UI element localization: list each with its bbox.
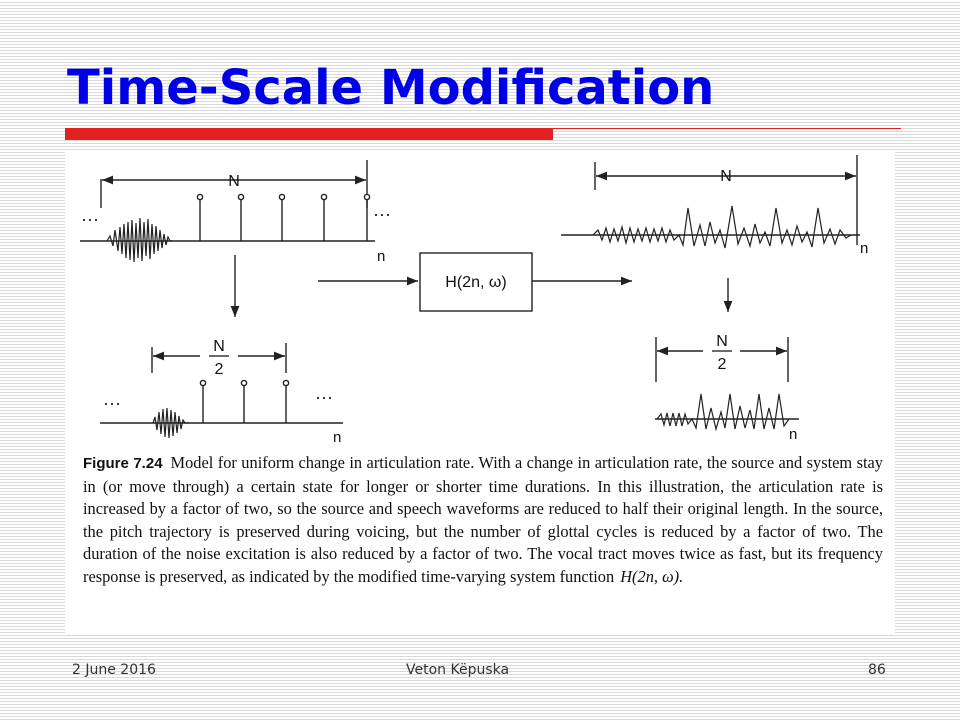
label-half-n-numerator: N — [716, 333, 728, 350]
pitch-pulse-head — [241, 380, 246, 385]
speech-waveform — [593, 206, 851, 248]
pitch-pulse-head — [279, 194, 284, 199]
label-n-axis: n — [333, 429, 342, 446]
ellipsis: ··· — [315, 387, 333, 407]
pitch-pulse-head — [283, 380, 288, 385]
footer-author: Veton Këpuska — [406, 662, 510, 678]
caption-math: H(2n, ω). — [620, 566, 684, 586]
label-half-n-denominator: 2 — [717, 356, 727, 373]
pitch-pulse-head — [200, 380, 205, 385]
label-n-axis: n — [860, 240, 869, 257]
label-n-axis: n — [789, 426, 798, 443]
model-diagram — [65, 150, 895, 450]
title-underline-thin — [553, 128, 901, 129]
label-half-n-denominator: 2 — [214, 361, 224, 378]
noise-burst — [107, 218, 173, 262]
speech-original — [561, 155, 860, 248]
source-shortened — [100, 343, 343, 438]
figure-panel — [65, 150, 895, 633]
label-n-top-left: N — [228, 173, 240, 190]
label-half-n-numerator: N — [213, 338, 225, 355]
caption-label: Figure 7.24 — [83, 455, 163, 472]
footer-page-number: 86 — [868, 662, 886, 678]
pitch-pulse-head — [364, 194, 369, 199]
caption-text: Model for uniform change in articulation rate. With a change in articulation rate, the source and system stay in (or move through) a certain state for longer or shorter time durations. In this illustration, the articulation rate is increased by a factor of two, so the source and speech waveforms are reduced to half their original length. In the source, the pitch trajectory is preserved during voicing, but the number of glottal cycles is reduced by a factor of two. The duration of the noise excitation is also reduced by a factor of two. The vocal tract moves twice as fast, but its frequency response is preserved, as indicated by the modified time-varying system function — [83, 453, 883, 586]
label-n-axis: n — [377, 248, 386, 265]
figure-caption — [83, 452, 883, 588]
ellipsis: ··· — [373, 204, 391, 224]
pitch-pulse-head — [321, 194, 326, 199]
pitch-pulse-head — [197, 194, 202, 199]
footer-date: 2 June 2016 — [72, 662, 156, 678]
label-n-top-right: N — [720, 168, 732, 185]
ellipsis: ··· — [103, 393, 121, 413]
filter-label: H(2n, ω) — [445, 274, 507, 291]
pitch-pulse-head — [238, 194, 243, 199]
ellipsis: ··· — [81, 209, 99, 229]
title-underline-bar — [65, 128, 553, 140]
speech-waveform — [657, 394, 789, 429]
slide-title: Time-Scale Modification — [67, 60, 715, 116]
